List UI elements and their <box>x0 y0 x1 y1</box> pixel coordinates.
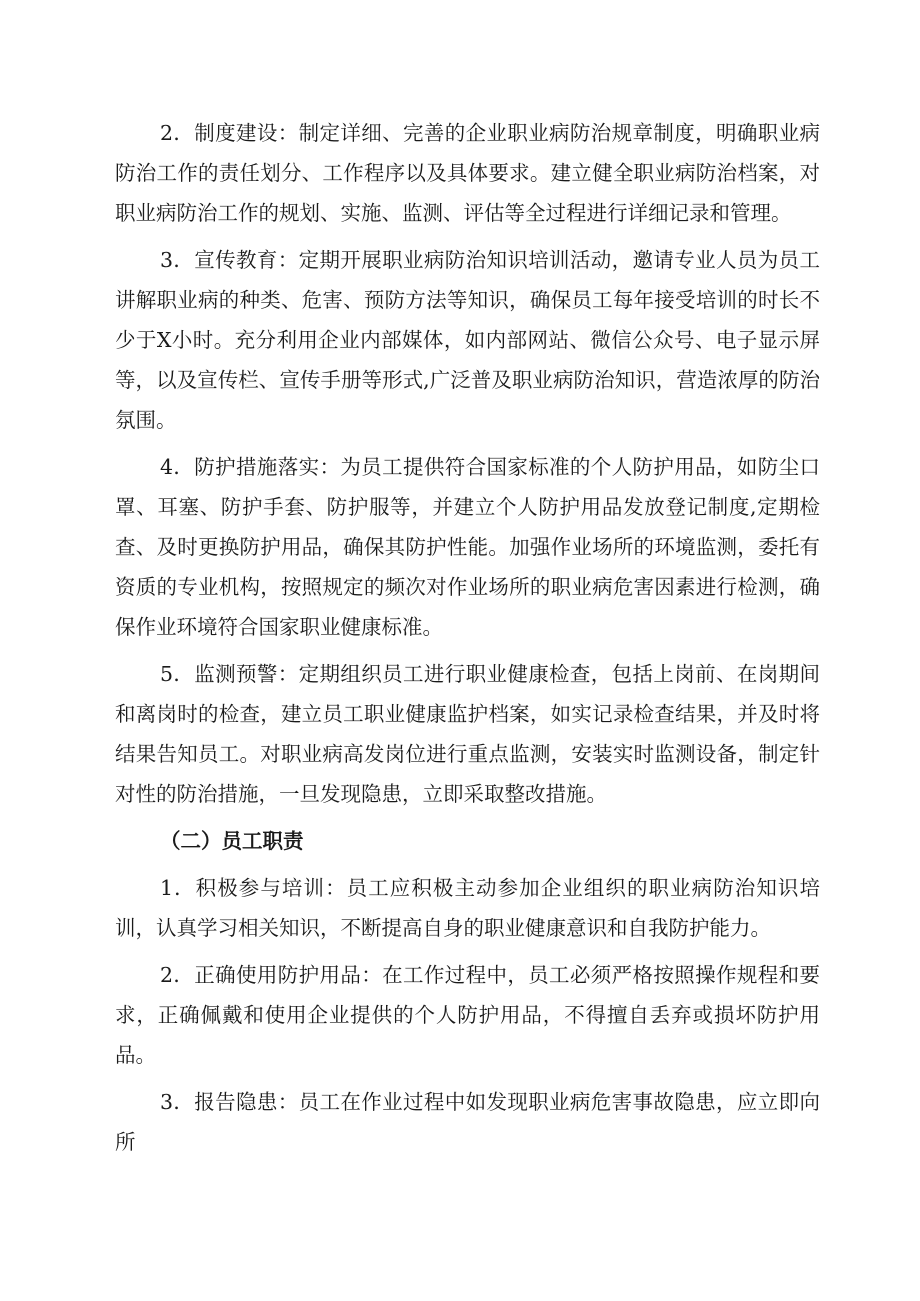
paragraph-training-participation: 1．积极参与培训：员工应积极主动参加企业组织的职业病防治知识培训，认真学习相关知识，不断提高自身的职业健康意识和自我防护能力。 <box>115 876 820 940</box>
paragraph-report-hazards: 3．报告隐患：员工在作业过程中如发现职业病危害事故隐患，应立即向所 <box>115 1090 820 1154</box>
paragraph-protective-equipment-use: 2．正确使用防护用品：在工作过程中，员工必须严格按照操作规程和要求，正确佩戴和使用企业提供的个人防护用品，不得擅自丢弃或损坏防护用品。 <box>115 963 820 1067</box>
paragraph-system-building: 2．制度建设：制定详细、完善的企业职业病防治规章制度，明确职业病防治工作的责任划分、工作程序以及具体要求。建立健全职业病防治档案，对职业病防治工作的规划、实施、监测、评估等全过程进行详细记录和管理。 <box>115 121 820 225</box>
paragraph-monitoring-warning: 5．监测预警：定期组织员工进行职业健康检查，包括上岗前、在岗期间和离岗时的检查，建立员工职业健康监护档案，如实记录检查结果，并及时将结果告知员工。对职业病高发岗位进行重点监测，安装实时监测设备，制定针对性的防治措施，一旦发现隐患，立即采取整改措施。 <box>115 662 820 806</box>
paragraph-protective-measures: 4．防护措施落实：为员工提供符合国家标准的个人防护用品，如防尘口罩、耳塞、防护手套、防护服等，并建立个人防护用品发放登记制度,定期检查、及时更换防护用品，确保其防护性能。加强作业场所的环境监测，委托有资质的专业机构，按照规定的频次对作业场所的职业病危害因素进行检测，确保作业环境符合国家职业健康标准。 <box>115 455 820 639</box>
paragraph-publicity-education: 3．宣传教育：定期开展职业病防治知识培训活动，邀请专业人员为员工讲解职业病的种类、危害、预防方法等知识，确保员工每年接受培训的时长不少于X小时。充分利用企业内部媒体，如内部网站、微信公众号、电子显示屏等，以及宣传栏、宣传手册等形式,广泛普及职业病防治知识，营造浓厚的防治氛围。 <box>115 248 820 432</box>
section-heading-employee-duties: （二）员工职责 <box>160 829 304 853</box>
